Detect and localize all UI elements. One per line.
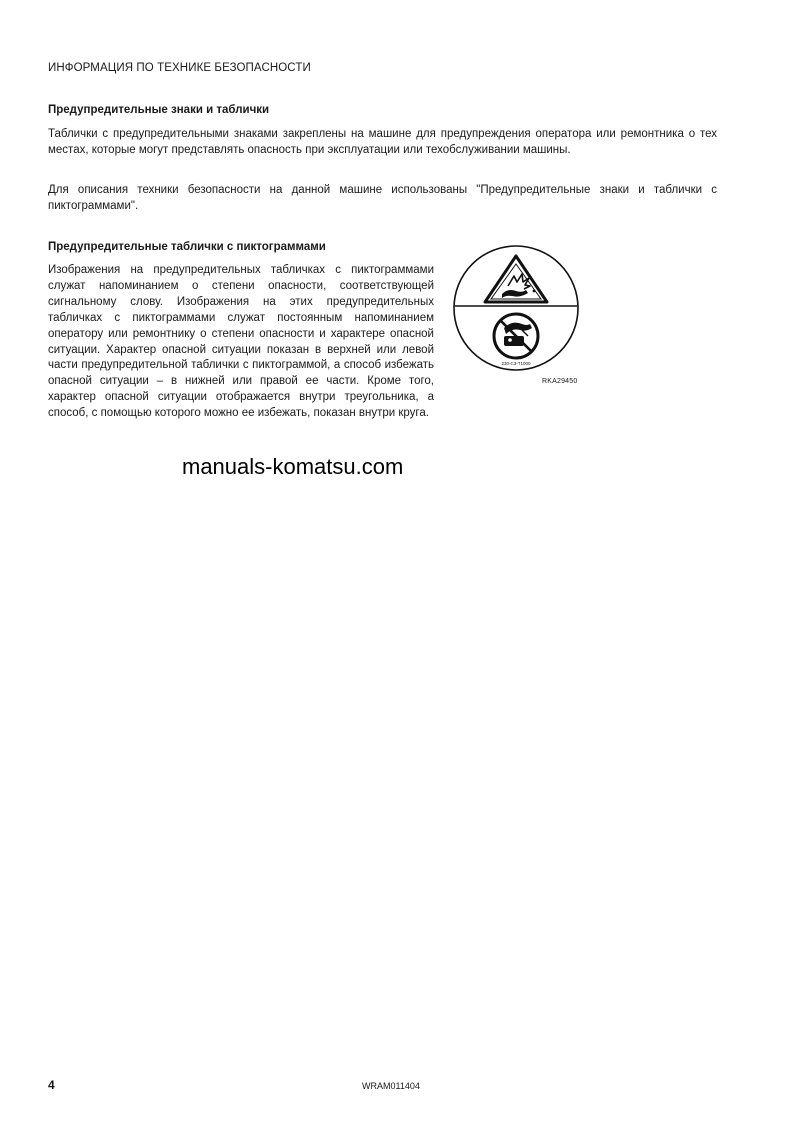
label-code: 230-C3-T1000 <box>501 361 531 366</box>
paragraph-warning-signs: Таблички с предупредительными знаками закреплены на машине для предупреждения оператора или ремонтника о тех местах, которые могут представлять опасность при эксплуатации или техобслуживании машины. <box>48 128 717 156</box>
section-title-warning-signs: Предупредительные знаки и таблички <box>48 104 270 116</box>
figure-caption: RKA29450 <box>542 378 578 385</box>
watermark-text: manuals-komatsu.com <box>182 454 404 479</box>
paragraph-pictogram-description: Изображения на предупредительных табличках с пиктограммами служат напоминанием о степени опасности, соответствующей сигнальному слову. Изображения на этих предупредительных табличках с пиктограммами служат постоянным напоминанием оператору или ремонтнику о степени опасности и характере опасной ситуации. Характер опасной ситуации показан в верхней или левой части предупредительной таблички с пиктограммой, а способ избежать опасной ситуации – в нижней или правой ее части. Кроме того, характер опасной ситуации отображается внутри треугольника, а способ, с помощью которого можно ее избежать, показан внутри круга. <box>48 264 434 420</box>
paragraph-pictograms-usage: Для описания техники безопасности на данной машине использованы "Предупредительные знаки и таблички с пиктограммами". <box>48 184 717 212</box>
page-header: ИНФОРМАЦИЯ ПО ТЕХНИКЕ БЕЗОПАСНОСТИ <box>48 62 311 74</box>
pictogram-warning-label-figure <box>452 244 580 372</box>
section-title-pictogram-labels: Предупредительные таблички с пиктограммами <box>48 241 326 253</box>
document-code: WRAM011404 <box>362 1081 420 1091</box>
page-number: 4 <box>48 1078 55 1092</box>
prohibition-circle-icon <box>494 314 538 358</box>
